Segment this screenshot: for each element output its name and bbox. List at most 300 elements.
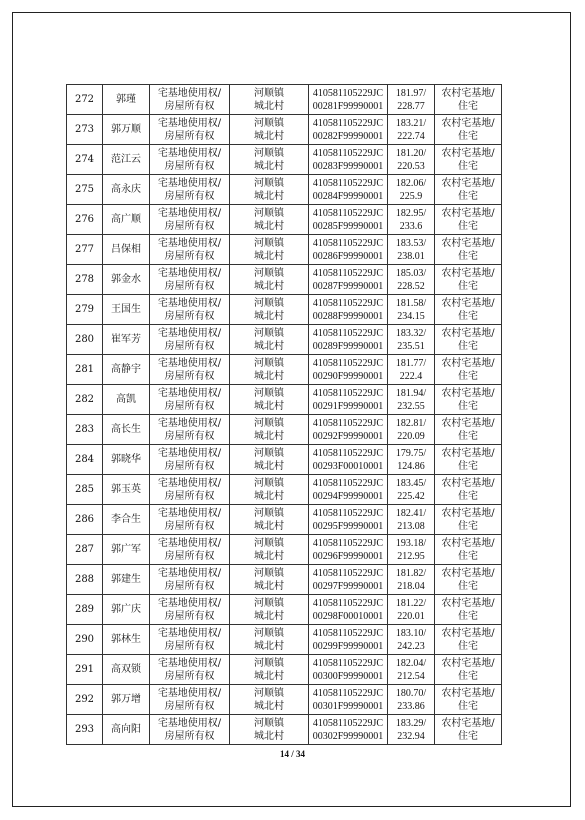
cell-owner-name: 郭瑾 [103,85,150,115]
cell-unit-code-line: 410581105229JC [312,597,384,609]
cell-right-type-line: 宅基地使用权/ [157,117,222,129]
cell-location-line: 河顺镇 [254,597,284,609]
cell-unit-code [309,475,388,505]
table-row [67,505,502,535]
cell-right-type-line: 房屋所有权 [164,310,215,322]
cell-usage-line: 住宅 [458,280,478,292]
cell-area [388,325,435,355]
cell-unit-code-line: 00285F99990001 [312,220,384,232]
cell-area [388,85,435,115]
table-row [67,355,502,385]
cell-unit-code-line: 410581105229JC [312,147,384,159]
cell-unit-code [309,565,388,595]
cell-location-line: 城北村 [254,490,284,502]
cell-area [388,715,435,745]
cell-unit-code [309,415,388,445]
cell-unit-code-line: 00287F99990001 [312,280,384,292]
cell-unit-code-line: 410581105229JC [312,537,384,549]
cell-right-type-line: 宅基地使用权/ [157,417,222,429]
cell-usage [435,385,502,415]
cell-right-type [150,115,230,145]
cell-right-type-line: 宅基地使用权/ [157,177,222,189]
cell-owner-name: 郭万增 [103,685,150,715]
cell-right-type-line: 宅基地使用权/ [157,387,222,399]
cell-owner-name: 高凯 [103,385,150,415]
cell-right-type [150,295,230,325]
cell-location [230,625,309,655]
cell-usage-line: 农村宅基地/ [441,417,495,429]
cell-usage-line: 住宅 [458,130,478,142]
cell-usage-line: 农村宅基地/ [441,207,495,219]
cell-number: 274 [67,145,103,175]
cell-right-type-line: 房屋所有权 [164,370,215,382]
cell-area-line: 181.94/ [395,387,427,399]
cell-unit-code-line: 410581105229JC [312,477,384,489]
table-row [67,295,502,325]
cell-area-line: 232.94 [397,730,425,742]
cell-right-type [150,385,230,415]
cell-usage [435,145,502,175]
cell-right-type [150,175,230,205]
cell-area-line: 180.70/ [395,687,427,699]
cell-usage-line: 住宅 [458,670,478,682]
cell-location-line: 城北村 [254,580,284,592]
cell-number: 280 [67,325,103,355]
cell-owner-name: 高向阳 [103,715,150,745]
cell-right-type-line: 宅基地使用权/ [157,657,222,669]
cell-owner-name: 郭广军 [103,535,150,565]
table-row [67,235,502,265]
cell-usage-line: 住宅 [458,550,478,562]
cell-number: 290 [67,625,103,655]
cell-area-line: 212.95 [397,550,425,562]
cell-unit-code-line: 00298F00010001 [312,610,384,622]
cell-unit-code-line: 00292F99990001 [312,430,384,442]
cell-right-type [150,145,230,175]
cell-area-line: 213.08 [397,520,425,532]
table-row [67,205,502,235]
cell-location-line: 城北村 [254,520,284,532]
cell-usage [435,475,502,505]
cell-usage [435,415,502,445]
cell-usage-line: 住宅 [458,220,478,232]
cell-right-type-line: 宅基地使用权/ [157,627,222,639]
cell-usage-line: 农村宅基地/ [441,327,495,339]
cell-usage [435,175,502,205]
cell-usage-line: 农村宅基地/ [441,717,495,729]
cell-unit-code-line: 00295F99990001 [312,520,384,532]
cell-usage-line: 农村宅基地/ [441,87,495,99]
cell-usage [435,85,502,115]
cell-area [388,475,435,505]
cell-area-line: 181.20/ [395,147,427,159]
cell-area-line: 220.09 [397,430,425,442]
cell-right-type-line: 宅基地使用权/ [157,537,222,549]
cell-owner-name: 高永庆 [103,175,150,205]
cell-usage [435,295,502,325]
cell-usage [435,535,502,565]
cell-usage-line: 住宅 [458,640,478,652]
cell-right-type [150,325,230,355]
cell-area-line: 238.01 [397,250,425,262]
cell-unit-code-line: 410581105229JC [312,417,384,429]
cell-location-line: 城北村 [254,430,284,442]
table-row [67,655,502,685]
cell-area-line: 182.04/ [395,657,427,669]
cell-right-type [150,415,230,445]
cell-area-line: 222.4 [399,370,423,382]
cell-usage [435,715,502,745]
cell-right-type-line: 房屋所有权 [164,640,215,652]
cell-location [230,235,309,265]
cell-location-line: 河顺镇 [254,657,284,669]
property-register-table [66,84,502,745]
cell-area-line: 242.23 [397,640,425,652]
cell-owner-name: 范江云 [103,145,150,175]
cell-usage [435,355,502,385]
cell-location-line: 城北村 [254,460,284,472]
cell-area-line: 179.75/ [395,447,427,459]
cell-location-line: 河顺镇 [254,267,284,279]
cell-usage [435,235,502,265]
cell-number: 287 [67,535,103,565]
cell-area-line: 228.77 [397,100,425,112]
cell-location-line: 河顺镇 [254,87,284,99]
cell-usage-line: 农村宅基地/ [441,267,495,279]
cell-area [388,505,435,535]
cell-unit-code-line: 00282F99990001 [312,130,384,142]
cell-location-line: 河顺镇 [254,417,284,429]
cell-right-type-line: 房屋所有权 [164,550,215,562]
cell-right-type-line: 房屋所有权 [164,610,215,622]
cell-unit-code-line: 410581105229JC [312,327,384,339]
cell-unit-code [309,445,388,475]
cell-location [230,715,309,745]
cell-right-type-line: 宅基地使用权/ [157,447,222,459]
cell-area-line: 181.58/ [395,297,427,309]
cell-owner-name: 高长生 [103,415,150,445]
cell-unit-code [309,325,388,355]
cell-unit-code-line: 410581105229JC [312,387,384,399]
table-row [67,445,502,475]
cell-right-type-line: 房屋所有权 [164,250,215,262]
cell-usage-line: 农村宅基地/ [441,447,495,459]
cell-unit-code-line: 00293F00010001 [312,460,384,472]
cell-unit-code [309,205,388,235]
table-row [67,385,502,415]
cell-location-line: 城北村 [254,220,284,232]
cell-location [230,565,309,595]
cell-right-type-line: 宅基地使用权/ [157,477,222,489]
cell-unit-code [309,355,388,385]
cell-area [388,535,435,565]
cell-right-type-line: 房屋所有权 [164,160,215,172]
cell-area-line: 183.10/ [395,627,427,639]
cell-owner-name: 高静宇 [103,355,150,385]
cell-location-line: 城北村 [254,160,284,172]
cell-right-type [150,85,230,115]
cell-unit-code-line: 410581105229JC [312,177,384,189]
cell-owner-name: 吕保相 [103,235,150,265]
cell-unit-code-line: 00290F99990001 [312,370,384,382]
cell-area [388,235,435,265]
cell-area [388,685,435,715]
cell-location-line: 河顺镇 [254,357,284,369]
cell-usage-line: 住宅 [458,520,478,532]
cell-area-line: 183.53/ [395,237,427,249]
cell-area [388,385,435,415]
cell-location-line: 城北村 [254,370,284,382]
cell-location-line: 城北村 [254,400,284,412]
cell-right-type [150,685,230,715]
cell-unit-code-line: 00284F99990001 [312,190,384,202]
cell-area-line: 185.03/ [395,267,427,279]
cell-usage-line: 农村宅基地/ [441,477,495,489]
cell-owner-name: 崔军芳 [103,325,150,355]
cell-location-line: 城北村 [254,700,284,712]
cell-area-line: 183.21/ [395,117,427,129]
cell-area-line: 193.18/ [395,537,427,549]
cell-location [230,145,309,175]
cell-location-line: 河顺镇 [254,207,284,219]
cell-number: 291 [67,655,103,685]
cell-right-type-line: 宅基地使用权/ [157,147,222,159]
cell-area [388,205,435,235]
cell-unit-code-line: 00291F99990001 [312,400,384,412]
cell-usage [435,115,502,145]
cell-right-type-line: 房屋所有权 [164,100,215,112]
table-row [67,145,502,175]
cell-unit-code-line: 410581105229JC [312,567,384,579]
cell-usage [435,595,502,625]
cell-usage-line: 住宅 [458,460,478,472]
cell-location [230,175,309,205]
cell-right-type [150,205,230,235]
cell-location [230,265,309,295]
cell-usage [435,625,502,655]
cell-right-type [150,715,230,745]
cell-usage-line: 住宅 [458,430,478,442]
cell-usage-line: 住宅 [458,580,478,592]
cell-location [230,655,309,685]
cell-area-line: 183.29/ [395,717,427,729]
cell-owner-name: 郭广庆 [103,595,150,625]
cell-right-type-line: 宅基地使用权/ [157,717,222,729]
table-row [67,715,502,745]
cell-number: 288 [67,565,103,595]
cell-right-type-line: 房屋所有权 [164,190,215,202]
cell-location-line: 河顺镇 [254,507,284,519]
cell-usage-line: 农村宅基地/ [441,687,495,699]
cell-number: 285 [67,475,103,505]
cell-area [388,595,435,625]
cell-unit-code-line: 410581105229JC [312,207,384,219]
cell-right-type [150,565,230,595]
cell-number: 278 [67,265,103,295]
cell-location-line: 城北村 [254,670,284,682]
cell-usage-line: 农村宅基地/ [441,387,495,399]
table-body [67,85,502,745]
cell-unit-code-line: 410581105229JC [312,267,384,279]
cell-location-line: 河顺镇 [254,297,284,309]
cell-right-type [150,475,230,505]
cell-usage [435,445,502,475]
cell-owner-name: 高双锁 [103,655,150,685]
cell-location [230,475,309,505]
cell-area [388,445,435,475]
cell-right-type-line: 宅基地使用权/ [157,567,222,579]
cell-usage-line: 农村宅基地/ [441,597,495,609]
cell-unit-code [309,175,388,205]
cell-area-line: 225.9 [399,190,423,202]
cell-location-line: 河顺镇 [254,627,284,639]
cell-right-type-line: 房屋所有权 [164,580,215,592]
table-row [67,115,502,145]
cell-number: 281 [67,355,103,385]
cell-area [388,115,435,145]
cell-right-type-line: 房屋所有权 [164,670,215,682]
cell-location-line: 河顺镇 [254,147,284,159]
cell-area [388,295,435,325]
cell-location-line: 城北村 [254,100,284,112]
cell-usage-line: 农村宅基地/ [441,147,495,159]
cell-usage [435,565,502,595]
cell-number: 273 [67,115,103,145]
table-row [67,325,502,355]
cell-area-line: 218.04 [397,580,425,592]
cell-right-type-line: 房屋所有权 [164,460,215,472]
cell-number: 284 [67,445,103,475]
cell-owner-name: 郭金水 [103,265,150,295]
cell-location [230,595,309,625]
cell-usage-line: 农村宅基地/ [441,507,495,519]
cell-location-line: 城北村 [254,190,284,202]
cell-owner-name: 王国生 [103,295,150,325]
cell-unit-code [309,235,388,265]
cell-unit-code-line: 00300F99990001 [312,670,384,682]
cell-location-line: 河顺镇 [254,537,284,549]
cell-unit-code-line: 410581105229JC [312,657,384,669]
cell-unit-code-line: 410581105229JC [312,717,384,729]
cell-area-line: 233.6 [399,220,423,232]
cell-unit-code [309,295,388,325]
cell-right-type-line: 宅基地使用权/ [157,687,222,699]
cell-area [388,145,435,175]
cell-usage [435,655,502,685]
cell-right-type-line: 宅基地使用权/ [157,357,222,369]
table-row [67,595,502,625]
cell-location-line: 城北村 [254,640,284,652]
cell-unit-code-line: 00296F99990001 [312,550,384,562]
cell-usage-line: 住宅 [458,730,478,742]
table-row [67,565,502,595]
cell-unit-code-line: 00288F99990001 [312,310,384,322]
cell-area [388,655,435,685]
cell-right-type-line: 房屋所有权 [164,430,215,442]
cell-location-line: 城北村 [254,130,284,142]
cell-area-line: 181.97/ [395,87,427,99]
cell-unit-code-line: 00281F99990001 [312,100,384,112]
cell-area-line: 182.81/ [395,417,427,429]
cell-area [388,355,435,385]
cell-right-type-line: 宅基地使用权/ [157,507,222,519]
cell-unit-code-line: 00302F99990001 [312,730,384,742]
cell-right-type [150,505,230,535]
cell-area-line: 182.06/ [395,177,427,189]
cell-location-line: 河顺镇 [254,717,284,729]
cell-location [230,685,309,715]
cell-unit-code [309,595,388,625]
cell-usage-line: 住宅 [458,340,478,352]
cell-unit-code-line: 410581105229JC [312,627,384,639]
cell-right-type-line: 宅基地使用权/ [157,597,222,609]
cell-usage-line: 住宅 [458,190,478,202]
cell-area [388,175,435,205]
cell-unit-code [309,715,388,745]
cell-usage-line: 住宅 [458,160,478,172]
cell-right-type [150,445,230,475]
cell-owner-name: 郭建生 [103,565,150,595]
cell-right-type-line: 房屋所有权 [164,220,215,232]
cell-unit-code-line: 00297F99990001 [312,580,384,592]
cell-unit-code [309,115,388,145]
cell-number: 272 [67,85,103,115]
cell-location [230,85,309,115]
cell-usage-line: 住宅 [458,610,478,622]
cell-location [230,355,309,385]
cell-usage-line: 住宅 [458,100,478,112]
cell-usage-line: 住宅 [458,370,478,382]
cell-right-type [150,595,230,625]
cell-unit-code-line: 410581105229JC [312,447,384,459]
cell-area-line: 220.01 [397,610,425,622]
cell-area-line: 235.51 [397,340,425,352]
cell-unit-code-line: 410581105229JC [312,687,384,699]
cell-usage-line: 农村宅基地/ [441,237,495,249]
cell-number: 279 [67,295,103,325]
cell-area-line: 181.82/ [395,567,427,579]
cell-unit-code-line: 00294F99990001 [312,490,384,502]
cell-location-line: 城北村 [254,250,284,262]
cell-usage [435,265,502,295]
cell-area-line: 233.86 [397,700,425,712]
cell-number: 286 [67,505,103,535]
cell-unit-code [309,535,388,565]
cell-usage-line: 住宅 [458,250,478,262]
cell-right-type-line: 房屋所有权 [164,520,215,532]
cell-number: 276 [67,205,103,235]
cell-location-line: 河顺镇 [254,177,284,189]
cell-right-type-line: 房屋所有权 [164,340,215,352]
cell-area-line: 183.32/ [395,327,427,339]
cell-unit-code-line: 410581105229JC [312,507,384,519]
cell-unit-code-line: 410581105229JC [312,237,384,249]
cell-location [230,385,309,415]
cell-right-type-line: 宅基地使用权/ [157,267,222,279]
cell-unit-code [309,385,388,415]
cell-usage-line: 农村宅基地/ [441,657,495,669]
cell-location-line: 河顺镇 [254,117,284,129]
cell-right-type-line: 房屋所有权 [164,400,215,412]
cell-location [230,295,309,325]
cell-usage-line: 住宅 [458,310,478,322]
cell-right-type-line: 宅基地使用权/ [157,237,222,249]
cell-area-line: 182.41/ [395,507,427,519]
cell-unit-code-line: 00283F99990001 [312,160,384,172]
cell-usage-line: 住宅 [458,700,478,712]
cell-owner-name: 郭玉英 [103,475,150,505]
cell-location-line: 河顺镇 [254,567,284,579]
